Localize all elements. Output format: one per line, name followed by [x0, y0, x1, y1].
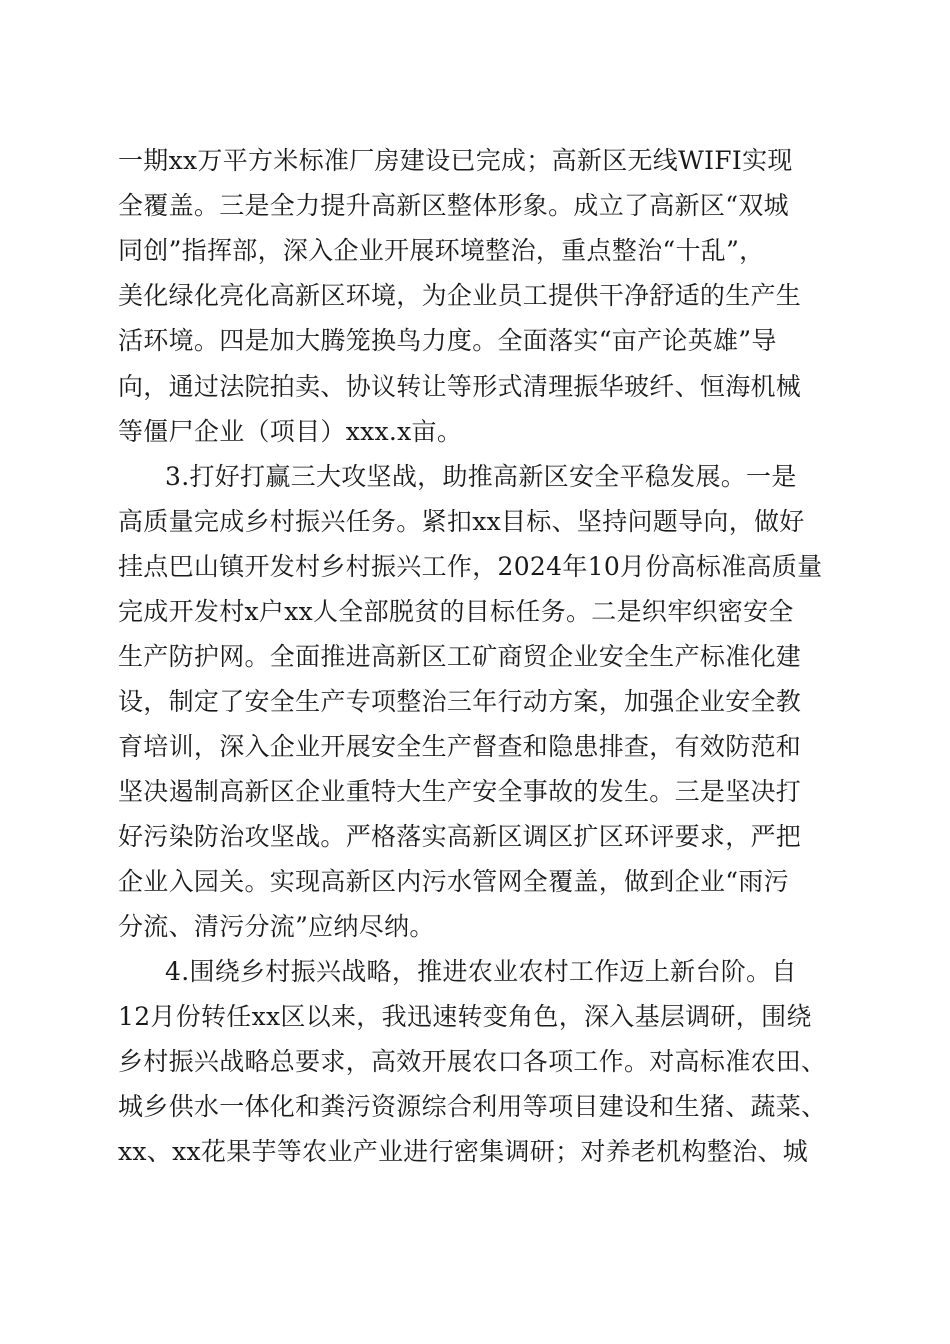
text-line: 完成开发村x户xx人全部脱贫的目标任务。二是织牢织密安全	[118, 597, 794, 626]
text-line: 同创”指挥部，深入企业开展环境整治，重点整治“十乱”，	[118, 236, 765, 265]
text-line: 高质量完成乡村振兴任务。紧扣xx目标、坚持问题导向，做好	[118, 507, 805, 536]
text-line: 企业入园关。实现高新区内污水管网全覆盖，做到企业“雨污	[118, 867, 789, 896]
paragraph-heading-4: 4.围绕乡村振兴战略，推进农业农村工作迈上新台阶。自	[165, 957, 797, 986]
text-line: 乡村振兴战略总要求，高效开展农口各项工作。对高标准农田、	[118, 1047, 827, 1076]
paragraph-heading-3: 3.打好打赢三大攻坚战，助推高新区安全平稳发展。一是	[165, 462, 797, 491]
text-line: 分流、清污分流”应纳尽纳。	[118, 912, 435, 941]
text-line: 好污染防治攻坚战。严格落实高新区调区扩区环评要求，严把	[118, 822, 802, 851]
text-line: 活环境。四是加大腾笼换鸟力度。全面落实“亩产论英雄”导	[118, 326, 777, 355]
text-line: 坚决遏制高新区企业重特大生产安全事故的发生。三是坚决打	[118, 777, 802, 806]
text-line: 美化绿化亮化高新区环境，为企业员工提供干净舒适的生产生	[118, 281, 802, 310]
text-line: 12月份转任xx区以来，我迅速转变角色，深入基层调研，围绕	[118, 1002, 812, 1031]
text-line: 设，制定了安全生产专项整治三年行动方案，加强企业安全教	[118, 687, 802, 716]
text-line: xx、xx花果芋等农业产业进行密集调研；对养老机构整治、城	[118, 1137, 809, 1166]
text-line: 生产防护网。全面推进高新区工矿商贸企业安全生产标准化建	[118, 642, 802, 671]
text-line: 等僵尸企业（项目）xxx.x亩。	[118, 417, 463, 446]
text-line: 城乡供水一体化和粪污资源综合利用等项目建设和生猪、蔬菜、	[118, 1092, 827, 1121]
text-line: 育培训，深入企业开展安全生产督查和隐患排查，有效防范和	[118, 732, 802, 761]
text-line: 向，通过法院拍卖、协议转让等形式清理振华玻纤、恒海机械	[118, 372, 802, 401]
text-line: 一期xx万平方米标准厂房建设已完成；高新区无线WIFI实现	[118, 146, 793, 175]
text-line: 全覆盖。三是全力提升高新区整体形象。成立了高新区“双城	[118, 191, 789, 220]
text-line: 挂点巴山镇开发村乡村振兴工作，2024年10月份高标准高质量	[118, 552, 823, 581]
